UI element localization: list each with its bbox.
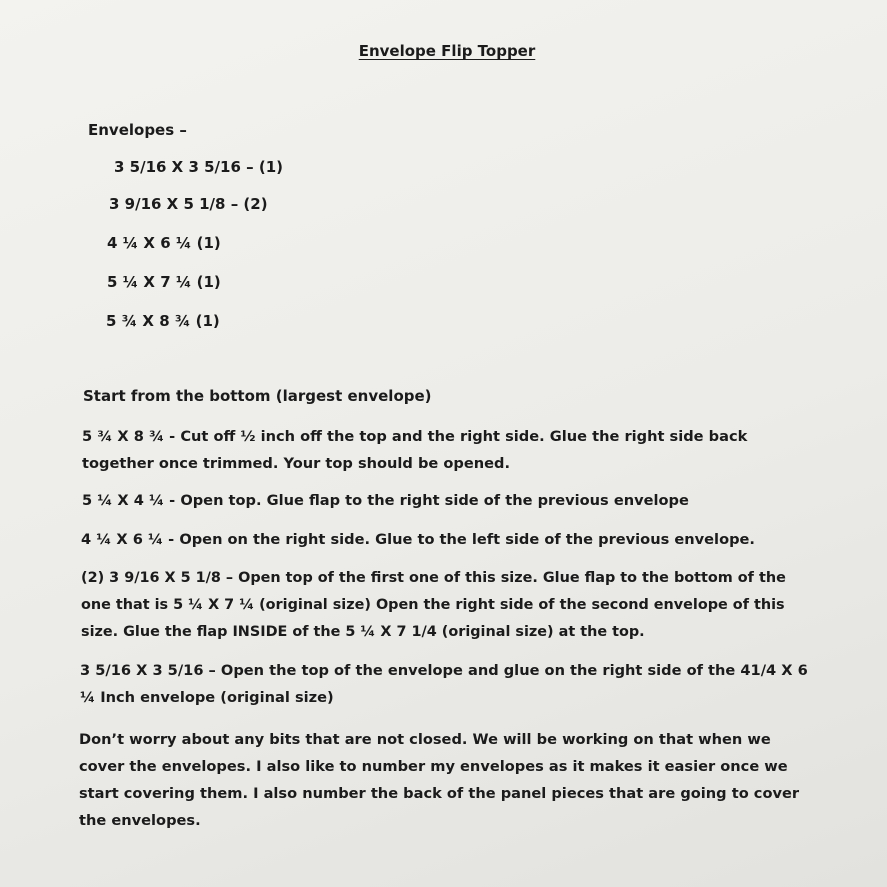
closing-note-line: Don’t worry about any bits that are not closed. We will be working on that when we (79, 731, 771, 748)
envelope-size-5: 5 ¾ X 8 ¾ (1) (106, 312, 220, 330)
document-title: Envelope Flip Topper (358, 42, 536, 60)
closing-note-line: the envelopes. (79, 812, 201, 829)
step-5-line: ¼ Inch envelope (original size) (80, 689, 334, 706)
step-5-line: 3 5/16 X 3 5/16 – Open the top of the envelope and glue on the right side of the 41/4 X 6 (80, 662, 808, 679)
step-1 (82, 423, 747, 477)
step-4 (81, 565, 786, 646)
step-3-line: 4 ¼ X 6 ¼ - Open on the right side. Glue to the left side of the previous envelope. (81, 531, 755, 548)
envelope-size-3: 4 ¼ X 6 ¼ (1) (107, 234, 221, 252)
step-3 (81, 526, 755, 553)
closing-note-line: cover the envelopes. I also like to number my envelopes as it makes it easier once we (79, 758, 788, 775)
step-1-line: together once trimmed. Your top should be opened. (82, 455, 511, 472)
closing-note-line: start covering them. I also number the back of the panel pieces that are going to cover (79, 785, 800, 802)
step-4-line: one that is 5 ¼ X 7 ¼ (original size) Open the right side of the second envelope of this (81, 597, 785, 613)
step-2 (82, 487, 689, 514)
envelope-size-2: 3 9/16 X 5 1/8 – (2) (109, 195, 268, 213)
envelopes-heading: Envelopes – (88, 121, 187, 139)
step-4-line: size. Glue the flap INSIDE of the 5 ¼ X 7 1/4 (original size) at the top. (81, 624, 645, 640)
step-1-line: 5 ¾ X 8 ¾ - Cut off ½ inch off the top and the right side. Glue the right side back (82, 428, 748, 445)
closing-note (79, 726, 799, 834)
envelope-size-4: 5 ¼ X 7 ¼ (1) (107, 273, 221, 291)
step-2-line: 5 ¼ X 4 ¼ - Open top. Glue flap to the right side of the previous envelope (82, 492, 689, 509)
start-heading: Start from the bottom (largest envelope) (83, 387, 432, 405)
envelope-size-1: 3 5/16 X 3 5/16 – (1) (114, 158, 283, 176)
step-5 (80, 657, 808, 711)
step-4-line: (2) 3 9/16 X 5 1/8 – Open top of the first one of this size. Glue flap to the bottom of the (81, 570, 786, 586)
